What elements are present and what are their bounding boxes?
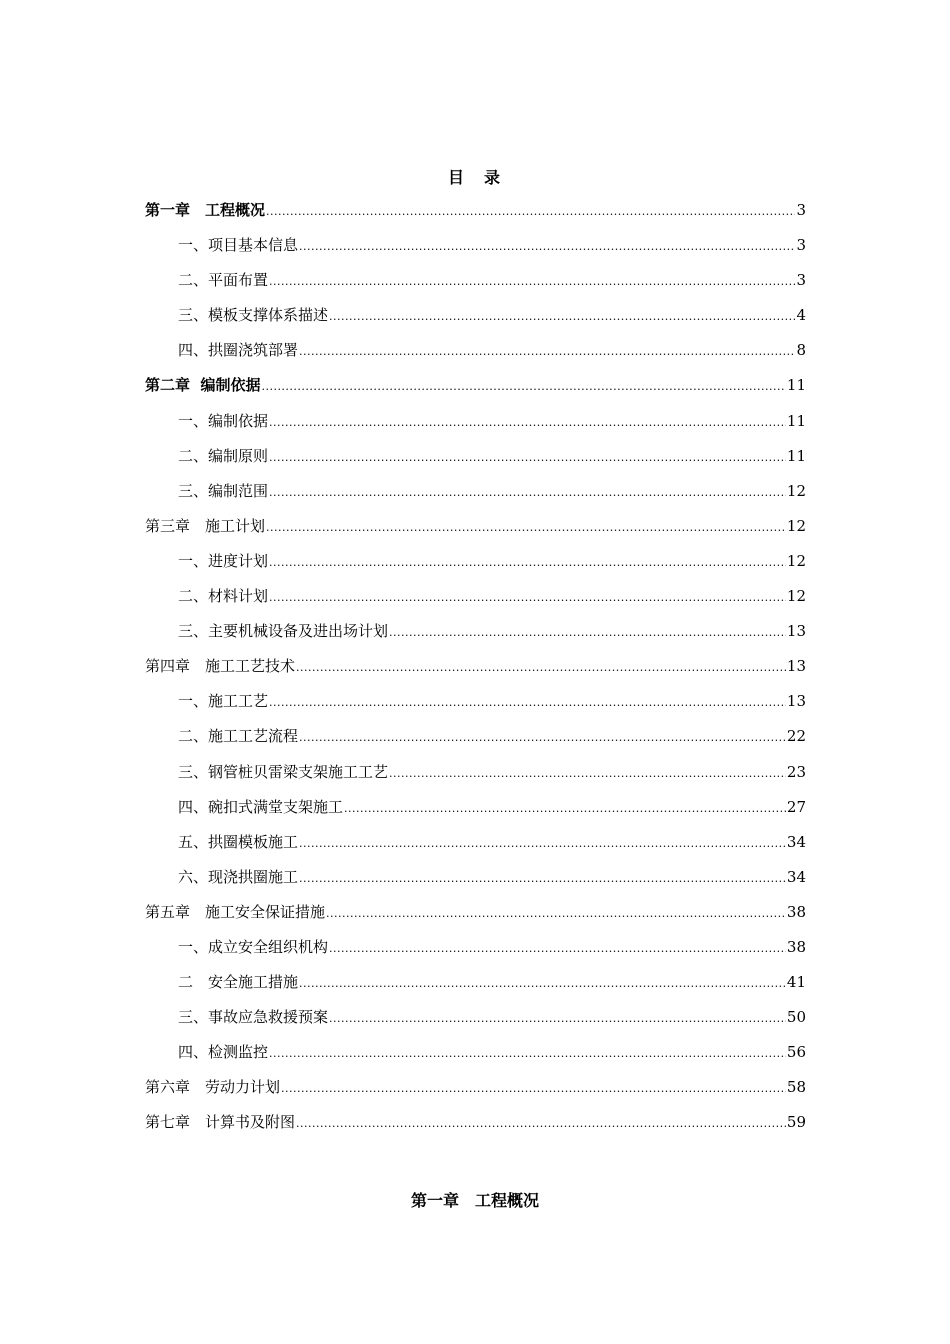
toc-entry-label: 四、检测监控	[178, 1043, 269, 1062]
toc-section-entry[interactable]	[145, 614, 806, 649]
toc-entry-page: 41	[786, 973, 806, 992]
toc-leader-dots	[266, 194, 795, 229]
toc-section-entry[interactable]	[145, 263, 806, 298]
toc-entry-label: 二 安全施工措施	[178, 973, 299, 992]
toc-chapter-entry[interactable]	[145, 193, 806, 228]
toc-entry-label: 二、平面布置	[178, 271, 269, 290]
chapter-heading: 第一章 工程概况	[410, 1191, 539, 1210]
toc-leader-dots	[269, 685, 786, 720]
toc-entry-label: 三、事故应急救援预案	[178, 1008, 329, 1027]
toc-leader-dots	[344, 791, 786, 826]
toc-leader-dots	[296, 1106, 786, 1141]
toc-leader-dots	[389, 615, 786, 650]
toc-entry-label: 四、碗扣式满堂支架施工	[178, 797, 344, 816]
table-of-contents	[145, 193, 806, 1141]
toc-entry-page: 4	[796, 306, 806, 325]
toc-section-entry[interactable]	[145, 965, 806, 1000]
toc-leader-dots	[269, 475, 786, 510]
toc-leader-dots	[389, 756, 786, 791]
toc-section-entry[interactable]	[145, 228, 806, 263]
toc-entry-page: 8	[796, 341, 806, 360]
toc-entry-label: 一、编制依据	[178, 411, 269, 430]
toc-entry-page: 13	[786, 622, 806, 641]
toc-entry-page: 12	[786, 516, 806, 535]
toc-entry-page: 3	[796, 201, 806, 219]
toc-entry-label: 六、现浇拱圈施工	[178, 867, 299, 886]
toc-chapter-entry[interactable]	[145, 368, 806, 403]
toc-section-entry[interactable]	[145, 825, 806, 860]
toc-leader-dots	[299, 861, 786, 896]
toc-leader-dots	[299, 229, 795, 264]
toc-leader-dots	[299, 720, 786, 755]
toc-entry-page: 50	[786, 1008, 806, 1027]
toc-chapter-entry[interactable]	[145, 895, 806, 930]
toc-leader-dots	[296, 650, 786, 685]
toc-entry-page: 3	[796, 236, 806, 255]
toc-entry-page: 11	[786, 446, 806, 465]
toc-leader-dots	[329, 299, 795, 334]
toc-entry-page: 12	[786, 551, 806, 570]
toc-entry-label: 四、拱圈浇筑部署	[178, 341, 299, 360]
toc-leader-dots	[329, 1001, 786, 1036]
toc-entry-label: 一、成立安全组织机构	[178, 937, 329, 956]
toc-leader-dots	[269, 264, 795, 299]
toc-entry-label: 一、进度计划	[178, 551, 269, 570]
toc-section-entry[interactable]	[145, 930, 806, 965]
toc-section-entry[interactable]	[145, 439, 806, 474]
toc-section-entry[interactable]	[145, 860, 806, 895]
toc-chapter-entry[interactable]	[145, 1070, 806, 1105]
toc-entry-label: 第三章 施工计划	[145, 516, 266, 535]
toc-section-entry[interactable]	[145, 719, 806, 754]
toc-leader-dots	[269, 405, 786, 440]
toc-entry-label: 五、拱圈模板施工	[178, 832, 299, 851]
toc-entry-page: 58	[786, 1078, 806, 1097]
toc-entry-page: 23	[786, 762, 806, 781]
toc-entry-label: 第六章 劳动力计划	[145, 1078, 281, 1097]
toc-entry-page: 38	[786, 937, 806, 956]
toc-section-entry[interactable]	[145, 684, 806, 719]
toc-entry-label: 一、项目基本信息	[178, 236, 299, 255]
toc-chapter-entry[interactable]	[145, 649, 806, 684]
toc-entry-page: 11	[786, 411, 806, 430]
toc-section-entry[interactable]	[145, 579, 806, 614]
toc-leader-dots	[269, 440, 786, 475]
toc-chapter-entry[interactable]	[145, 1105, 806, 1140]
toc-entry-label: 一、施工工艺	[178, 692, 269, 711]
toc-entry-label: 第五章 施工安全保证措施	[145, 902, 326, 921]
toc-entry-page: 59	[786, 1113, 806, 1132]
toc-section-entry[interactable]	[145, 333, 806, 368]
toc-section-entry[interactable]	[145, 790, 806, 825]
toc-leader-dots	[326, 896, 786, 931]
toc-entry-page: 38	[786, 902, 806, 921]
toc-entry-label: 二、施工工艺流程	[178, 727, 299, 746]
toc-section-entry[interactable]	[145, 1000, 806, 1035]
toc-title	[0, 165, 950, 188]
toc-entry-label: 二、编制原则	[178, 446, 269, 465]
toc-section-entry[interactable]	[145, 404, 806, 439]
toc-entry-page: 12	[786, 587, 806, 606]
toc-entry-label: 三、模板支撑体系描述	[178, 306, 329, 325]
toc-entry-page: 27	[786, 797, 806, 816]
toc-entry-page: 11	[786, 376, 806, 395]
toc-title-left: 目	[447, 168, 466, 187]
toc-entry-label: 二、材料计划	[178, 587, 269, 606]
toc-leader-dots	[261, 369, 785, 404]
toc-leader-dots	[269, 580, 786, 615]
toc-leader-dots	[329, 931, 786, 966]
toc-section-entry[interactable]	[145, 298, 806, 333]
toc-leader-dots	[269, 545, 786, 580]
toc-title-right: 录	[484, 168, 503, 187]
toc-entry-page: 12	[786, 481, 806, 500]
toc-leader-dots	[281, 1071, 786, 1106]
toc-section-entry[interactable]	[145, 474, 806, 509]
toc-entry-page: 56	[786, 1043, 806, 1062]
toc-entry-label: 第七章 计算书及附图	[145, 1113, 296, 1132]
toc-leader-dots	[266, 510, 786, 545]
toc-leader-dots	[269, 1036, 786, 1071]
toc-leader-dots	[299, 334, 795, 369]
toc-entry-label: 三、编制范围	[178, 481, 269, 500]
toc-entry-page: 34	[786, 832, 806, 851]
toc-entry-page: 22	[786, 727, 806, 746]
toc-entry-label: 第一章 工程概况	[145, 201, 266, 219]
toc-entry-page: 13	[786, 657, 806, 676]
toc-chapter-entry[interactable]	[145, 509, 806, 544]
toc-entry-label: 第四章 施工工艺技术	[145, 657, 296, 676]
toc-section-entry[interactable]	[145, 544, 806, 579]
toc-entry-label: 第二章 编制依据	[145, 376, 261, 395]
toc-entry-page: 34	[786, 867, 806, 886]
toc-section-entry[interactable]	[145, 755, 806, 790]
toc-entry-label: 三、钢管桩贝雷梁支架施工工艺	[178, 762, 389, 781]
toc-leader-dots	[299, 966, 786, 1001]
toc-entry-label: 三、主要机械设备及进出场计划	[178, 622, 389, 641]
toc-entry-page: 13	[786, 692, 806, 711]
toc-entry-page: 3	[796, 271, 806, 290]
toc-leader-dots	[299, 826, 786, 861]
toc-section-entry[interactable]	[145, 1035, 806, 1070]
